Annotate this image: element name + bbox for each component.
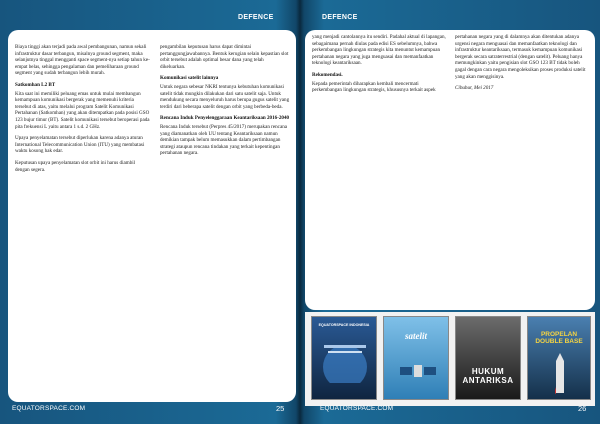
book-title: satelit (405, 331, 427, 341)
paragraph: yang menjadi cantolannya itu sendiri. Padahal aktual di lapangan, sebagaimana pernah diulas pada edisi ES sebelumnya, bahwa perkembangan lingkungan strategis kita menuntut kemampuan pertahanan negara yang juga menguasai dan memanfaatkan teknologi keantariksaan. (312, 34, 446, 67)
page-gutter (296, 0, 304, 424)
heading: Rencana Induk Penyelenggaraan Keantariksaan 2016-2040 (160, 115, 290, 122)
satellite-icon (398, 351, 438, 391)
rocket-icon (555, 353, 565, 397)
book-title: HUKUM ANTARIKSA (462, 367, 514, 385)
page-number-left: 25 (276, 404, 285, 413)
footer-url-left[interactable]: EQUATORSPACE.COM (12, 405, 86, 412)
paragraph: Upaya penyelamatan tersebut diperlukan karena adanya aturan International Telecommunication Union (ITU) yang membatasi waktu kosong hak edar. (15, 135, 145, 155)
book-title: EQUATORSPACE INDONESIA (318, 323, 370, 327)
heading: Rekomendasi. (312, 71, 343, 78)
book-cover-3 (455, 316, 521, 400)
paragraph: pengambilan keputusan harus dapat dimintai pertanggungjawabannya. Bentuk kerugian selain kepastian slot orbit tersebut adalah optimal besar dana yang telah dikeluarkan. (160, 44, 289, 70)
book-cover-1 (311, 316, 377, 400)
signature: Cibubur, Mei 2017 (455, 85, 494, 92)
heading: Satkomhan L2 BT (15, 81, 56, 88)
section-title-right: DEFENCE (322, 14, 358, 21)
book-cover-2 (383, 316, 449, 400)
earth-image (320, 337, 370, 383)
left-column-2 (160, 44, 290, 162)
book-covers-strip (305, 312, 595, 406)
paragraph: pertahanan negara yang di dalamnya akan ditentukan adanya urgensi negara menguasai dan memanfaatkan teknologi dan infrastruktur keantariksaan, termasuk kemampuan komunikasi bergerak secara satraterrestrial (dengan satelit). Peluang hanya memungkinkan yaitu pengisian slot GSO 123 BT tidak boleh gagal dengan cara negara mengoleksikan proses produksi satelit yang akan menggisinya. (455, 34, 586, 80)
paragraph: Keputusan upaya penyelamatan slot orbit ini harus diambil dengan segera. (15, 159, 136, 173)
paragraph: Biaya tinggi akan terjadi pada awal pembangunan, namun sekali infrastruktur dasar terbangun, misalnya ground segment, maka selanjutnya tinggal mengganti space segment-nya setiap tahun ke-empat belas, sehingga pengalaman dan pemeliharaan ground segment yang sudah terbangun lebih murah. (15, 44, 150, 77)
heading: Komunikasi satelit lainnya (160, 75, 219, 82)
page-number-right: 26 (578, 404, 587, 413)
footer-url-right[interactable]: EQUATORSPACE.COM (320, 405, 394, 412)
section-title-left: DEFENCE (238, 14, 274, 21)
paragraph: Kepada pemerintah diharapkan kembali mencermati perkembangan lingkungan strategis, khususnya terkait aspek (312, 80, 436, 94)
right-column-2 (455, 34, 588, 97)
left-column-1 (15, 44, 150, 178)
book-cover-4 (527, 316, 591, 400)
paragraph: Untuk negara sebesar NKRI tentunya kebutuhan komunikasi satelit tidak mungkin dilakukan dari satu satelit saja. Untuk mendukung secara menyeluruh harus berupa gugus satelit yang terdiri dari beberapa satelit dengan orbit yang berbeda-beda. (160, 83, 290, 110)
book-title: PROPELAN DOUBLE BASE (535, 331, 583, 345)
paragraph: Kita saat ini memiliki peluang emas untuk mulai membangun kemampuan komunikasi bergerak yang memenuhi kriteria tersebut di atas, yaitu melalui program Satelit Komunikasi Pertahanan (Satkomhan) yang akan ditempatkan pada posisi GSO 123 bujur timur (BT). Satelit komunikasi tersebut beroperasi pada pita frekuensi L yaitu antara 1 s.d. 2 GHz. (15, 90, 150, 130)
right-column-1 (312, 34, 447, 99)
paragraph: Rencana Induk tersebut (Perpres 45/2017) merupakan rencana yang diamanatkan oleh UU tentang Keantariksaan namun demikian tampak belum memasukkan dalam pertimbangan strategi ataupun rencana tindakan yang terkait kepentingan pertahanan negara. (160, 123, 288, 157)
